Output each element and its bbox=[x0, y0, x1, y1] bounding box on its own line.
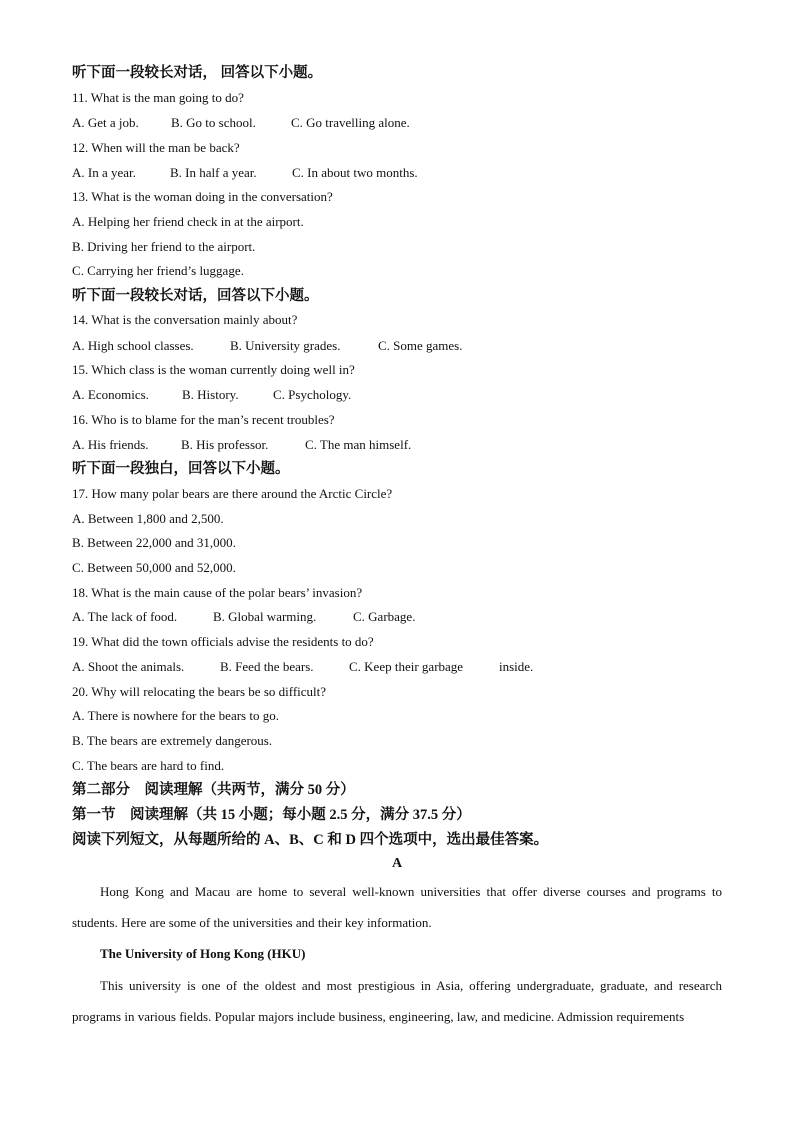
option-18-b: B. Global warming. bbox=[213, 609, 317, 624]
question-18: 18. What is the main cause of the polar bears’ invasion? bbox=[72, 585, 363, 600]
option-12-a: A. In a year. bbox=[72, 165, 136, 180]
hku-paragraph-text: This university is one of the oldest and most prestigious in Asia, offering undergraduate, graduate, and research programs in various fields. Popular majors include business, engineering, law, and medicine. Admission requirements bbox=[72, 978, 722, 1024]
question-13: 13. What is the woman doing in the conversation? bbox=[72, 189, 333, 204]
question-12: 12. When will the man be back? bbox=[72, 140, 240, 155]
option-16-b: B. His professor. bbox=[181, 437, 269, 452]
option-14-c: C. Some games. bbox=[378, 338, 463, 353]
options-16 bbox=[72, 437, 411, 453]
option-14-a: A. High school classes. bbox=[72, 338, 194, 353]
question-11: 11. What is the man going to do? bbox=[72, 90, 244, 105]
passage-intro bbox=[72, 876, 722, 938]
option-18-a: A. The lack of food. bbox=[72, 609, 178, 624]
option-12-b: B. In half a year. bbox=[170, 165, 257, 180]
question-20: 20. Why will relocating the bears be so difficult? bbox=[72, 684, 327, 699]
option-14-b: B. University grades. bbox=[230, 338, 341, 353]
hku-paragraph bbox=[72, 970, 722, 1032]
question-17: 17. How many polar bears are there around the Arctic Circle? bbox=[72, 486, 393, 501]
question-19: 19. What did the town officials advise the residents to do? bbox=[72, 634, 374, 649]
option-12-c: C. In about two months. bbox=[292, 165, 418, 180]
option-15-b: B. History. bbox=[182, 387, 239, 402]
section-heading-long-dialogue-1: 听下面一段较长对话， 回答以下小题。 bbox=[72, 65, 323, 81]
options-19 bbox=[72, 659, 533, 675]
option-15-c: C. Psychology. bbox=[273, 387, 352, 402]
options-12 bbox=[72, 165, 418, 181]
option-13-b: B. Driving her friend to the airport. bbox=[72, 239, 256, 254]
question-14: 14. What is the conversation mainly about? bbox=[72, 312, 298, 327]
hku-heading: The University of Hong Kong (HKU) bbox=[100, 946, 306, 961]
option-17-b: B. Between 22,000 and 31,000. bbox=[72, 535, 236, 550]
options-18 bbox=[72, 609, 415, 625]
question-16: 16. Who is to blame for the man’s recent troubles? bbox=[72, 412, 335, 427]
option-17-a: A. Between 1,800 and 2,500. bbox=[72, 511, 224, 526]
option-16-a: A. His friends. bbox=[72, 437, 149, 452]
option-11-a: A. Get a job. bbox=[72, 115, 139, 130]
option-13-a: A. Helping her friend check in at the airport. bbox=[72, 214, 304, 229]
option-20-b: B. The bears are extremely dangerous. bbox=[72, 733, 273, 748]
option-18-c: C. Garbage. bbox=[353, 609, 416, 624]
section-heading-long-dialogue-2: 听下面一段较长对话，回答以下小题。 bbox=[72, 288, 319, 304]
option-13-c: C. Carrying her friend’s luggage. bbox=[72, 263, 244, 278]
option-20-a: A. There is nowhere for the bears to go. bbox=[72, 708, 279, 723]
part2-instruction: 阅读下列短文，从每题所给的 A、B、C 和 D 四个选项中，选出最佳答案。 bbox=[72, 832, 549, 848]
question-15: 15. Which class is the woman currently doing well in? bbox=[72, 362, 355, 377]
passage-label: A bbox=[391, 856, 403, 871]
option-11-b: B. Go to school. bbox=[171, 115, 256, 130]
option-20-c: C. The bears are hard to find. bbox=[72, 758, 225, 773]
part2-title: 第二部分 阅读理解（共两节，满分 50 分） bbox=[72, 782, 355, 798]
options-15 bbox=[72, 387, 351, 403]
option-19-c: C. Keep their garbage bbox=[349, 659, 464, 674]
section-heading-monologue: 听下面一段独白，回答以下小题。 bbox=[72, 461, 290, 477]
option-19-b: B. Feed the bears. bbox=[220, 659, 314, 674]
option-17-c: C. Between 50,000 and 52,000. bbox=[72, 560, 236, 575]
option-15-a: A. Economics. bbox=[72, 387, 149, 402]
part2-section1-title: 第一节 阅读理解（共 15 小题；每小题 2.5 分，满分 37.5 分） bbox=[72, 807, 471, 823]
option-16-c: C. The man himself. bbox=[305, 437, 412, 452]
options-14 bbox=[72, 338, 463, 354]
option-11-c: C. Go travelling alone. bbox=[291, 115, 410, 130]
option-19-a: A. Shoot the animals. bbox=[72, 659, 185, 674]
passage-intro-text: Hong Kong and Macau are home to several well-known universities that offer diverse courses and programs to students. Here are some of the universities and their key information. bbox=[72, 884, 722, 930]
option-19-c-end: inside. bbox=[499, 659, 534, 674]
options-11 bbox=[72, 115, 410, 131]
